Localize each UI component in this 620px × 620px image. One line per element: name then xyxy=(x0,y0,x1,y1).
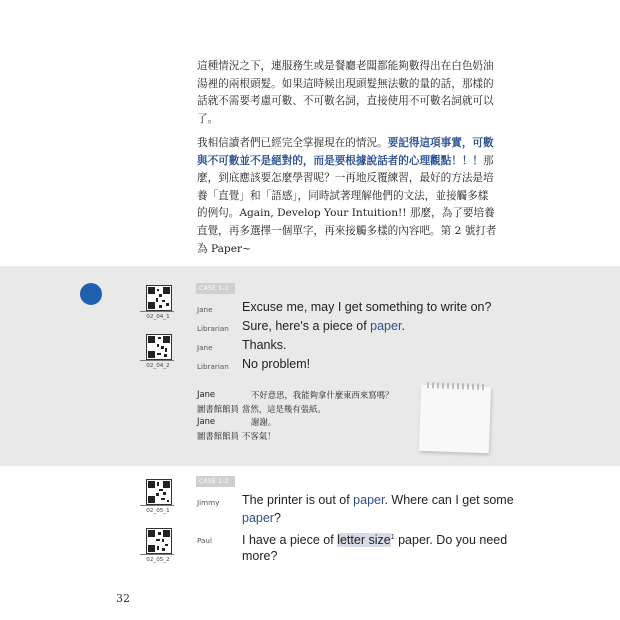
translation-text: 當然，這是幾有張紙。 xyxy=(242,404,326,414)
dialogue-text-end: . xyxy=(401,319,405,333)
dialogue-line xyxy=(242,355,310,373)
dialogue-text: paper. Do you need xyxy=(394,533,508,548)
dialogue-line-cont xyxy=(242,509,281,527)
qr-code-icon[interactable] xyxy=(146,334,172,360)
translation-speaker: 圖書館館員 xyxy=(197,404,239,414)
qr-label: 02_05_2 xyxy=(146,557,170,563)
paragraph-2-intro: 我相信讀者們已經完全掌握現在的情況。 xyxy=(197,137,388,149)
dialogue-text: Excuse me, may I get something to write on? xyxy=(242,300,492,314)
paragraph-2-body: 那麼，到底應該要怎麼學習呢？一再地反覆練習，最好的方法是培養「直覺」和「語感」，同時試著理解他們的文法，並接觸多樣的例句。Again, Develop Your Intuition!! 那麼，為了要培養直覺，再多選擇一個單字，再來接觸多樣的內容吧。第 2 號打者為 Paper~ xyxy=(197,154,497,255)
page-number: 32 xyxy=(116,592,130,605)
speaker-label: Librarian xyxy=(197,362,229,371)
paragraph-2-highlight: 要記得這項事實，可數與不可數並不是絕對的，而是要根據說話者的心理觀點！！！ xyxy=(197,137,494,167)
translation-text: 不好意思，我能夠拿什麼東西來寫嗎？ xyxy=(251,390,394,400)
dialogue-text: I have a piece of xyxy=(242,533,338,548)
dialogue-text: The printer is out of xyxy=(242,493,354,507)
dialogue-text: . Where can I get some xyxy=(384,493,514,507)
dialogue-line-cont xyxy=(242,547,277,565)
case-tag: CASE 1-1 xyxy=(196,283,235,294)
qr-code-icon[interactable] xyxy=(146,285,172,311)
speaker-label: Paul xyxy=(197,536,212,545)
qr-divider xyxy=(140,505,174,506)
paragraph-1 xyxy=(197,58,497,128)
notepad-illustration xyxy=(419,385,491,453)
qr-code-icon[interactable] xyxy=(146,528,172,554)
dialogue-text: more? xyxy=(242,549,278,563)
dialogue-text: Thanks. xyxy=(242,338,287,352)
dialogue-text-end: ? xyxy=(273,511,281,525)
keyword-paper: paper xyxy=(353,493,385,507)
qr-divider xyxy=(140,360,174,361)
dialogue-line xyxy=(242,317,405,335)
footnote-mark: 1 xyxy=(390,534,395,541)
speaker-label: Librarian xyxy=(197,324,229,333)
dialogue-line xyxy=(242,529,507,549)
dialogue-line xyxy=(242,298,491,316)
case-tag: CASE 1-2 xyxy=(196,476,235,487)
translation-speaker: Jane xyxy=(197,389,216,399)
highlight-letter-size: letter size xyxy=(337,533,391,548)
translation-text: 不客氣！ xyxy=(242,431,276,441)
translation-speaker: 圖書館館員 xyxy=(197,431,239,441)
qr-code-icon[interactable] xyxy=(146,479,172,505)
qr-divider xyxy=(140,311,174,312)
translation-speaker: Jane xyxy=(197,416,216,426)
keyword-paper: paper xyxy=(242,511,274,525)
qr-label: 02_05_1 xyxy=(146,508,170,514)
speaker-label: Jane xyxy=(197,343,213,352)
speaker-label: Jimmy xyxy=(197,498,220,507)
speaker-label: Jane xyxy=(197,305,213,314)
qr-divider xyxy=(140,554,174,555)
dialogue-line xyxy=(242,336,286,354)
keyword-paper: paper xyxy=(370,319,402,333)
translation-text: 謝謝。 xyxy=(251,417,277,427)
section-marker-dot xyxy=(80,283,102,305)
paragraph-1-text: 這種情況之下，連服務生或是餐廳老闆都能夠數得出在白色奶油湯裡的兩根頭髮。如果這時候出現頭髮無法數的量的話，那樣的話就不需要考慮可數、不可數名詞，直接使用不可數名詞就可以了。 xyxy=(197,60,494,125)
dialogue-text: No problem! xyxy=(242,357,311,371)
dialogue-text: Sure, here's a piece of xyxy=(242,319,371,333)
dialogue-line xyxy=(242,491,514,509)
qr-label: 02_04_1 xyxy=(146,314,170,320)
paragraph-2 xyxy=(197,135,497,258)
qr-label: 02_04_2 xyxy=(146,363,170,369)
notepad-rings xyxy=(427,382,485,390)
